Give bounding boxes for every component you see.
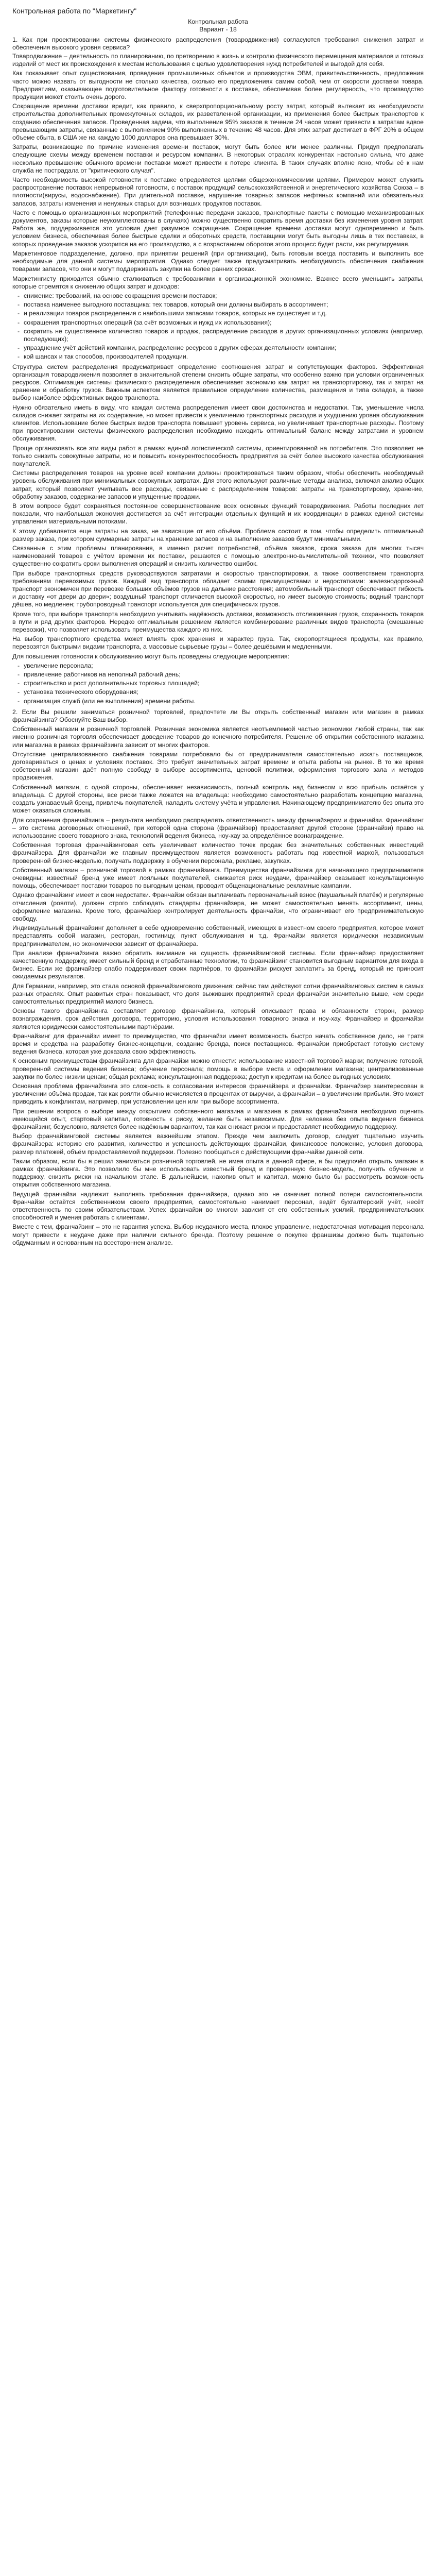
paragraph: Проще организовать все эти виды работ в рамках единой логистической системы, ориентированной на потребителя. Это позволяет не только снизить совокупные затраты, но и повысить конкурентоспособность предприятия за счёт более высокого качества обслуживания покупателей. [12, 444, 424, 467]
document-variant: Вариант - 18 [199, 26, 237, 33]
paragraph: Связанные с этим проблемы планирования, в именно расчет потребностей, объёма заказов, срока заказа для многих тысяч наименований товаров с учётом времени их поставки, решаются с помощью электронно-вычислительной техники, что позволяет существенно сократить сроки выполнения операций и снизить количество ошибок. [12, 545, 424, 568]
paragraph: Системы распределения товаров на уровне всей компании должны проектироваться таким образом, чтобы обеспечить необходимый уровень обслуживания при минимальных совокупных затратах. Для этого используют различные методы анализа, включая анализ общих затрат, который позволяет учитывать все расходы, связанные с распределением товаров: затраты на транспортировку, хранение, обработку заказов, содержание запасов и упущенные продажи. [12, 469, 424, 500]
document-title: Контрольная работа по "Маркетингу" [12, 7, 137, 15]
tasks-container [12, 36, 424, 1247]
paragraph: Ведущей франчайзи надлежит выполнять требования франчайзера, однако это не означает полной потери самостоятельности. Франчайзи остаётся собственником своего предприятия, самостоятельно нанимает персонал, ведёт бухгалтерский учёт, несёт ответственность по своим обязательствам. Успех франчайзи во многом зависит от его собственных усилий, предпринимательских способностей и умения работать с клиентами. [12, 1190, 424, 1222]
bullet-list [12, 662, 424, 705]
document-subtitle: Контрольная работа [188, 18, 248, 26]
paragraph: Для повышения готовности к обслуживанию могут быть проведены следующие мероприятия: [12, 652, 289, 660]
list-item: - установка технического оборудования; [24, 688, 424, 696]
paragraph: Вместе с тем, франчайзинг – это не гарантия успеха. Выбор неудачного места, плохое управление, недостаточная мотивация персонала могут привести к неудаче даже при наличии сильного бренда. Поэтому решение о покупке франшизы должно быть тщательно обдуманным и основанным на всестороннем анализе. [12, 1223, 424, 1246]
list-item: - сократить не существенное количество товаров и продаж, распределение расходов в других организационных условиях (например, последующих); [24, 328, 424, 343]
paragraph: Собственный магазин – розничной торговой в рамках франчайзинга. Преимущества франчайзинга для начинающего предпринимателя очевидны: известный бренд уже имеет лояльных покупателей, снижается риск неудачи, франчайзер оказывает консультационную помощь, обеспечивает поставки товаров по выгодным ценам, проводит общенациональные рекламные кампании. [12, 866, 424, 890]
paragraph: Для Германии, например, это стала основой франчайзингового движения: сейчас там действуют сотни франчайзинговых систем в самых разных отраслях. Опыт развитых стран показывает, что доля выживших предприятий среди франчайзи значительно выше, чем среди самостоятельных предприятий малого бизнеса. [12, 982, 424, 1005]
paragraph: В этом вопросе будет сохраняться постоянное совершенствование всех основных функций товародвижения. Работы последних лет показали, что наибольшая экономия достигается за счёт интеграции отдельных функций и их координации в рамках единой системы управления материальными потоками. [12, 502, 424, 526]
paragraph: Структура систем распределения предусматривает определение соотношения затрат и сопутствующих факторов. Эффективная организация товародвижения позволяет в значительной степени снизить общие затраты, что особенно важно при условии ограниченных ресурсов. Оптимизация системы физического распределения обеспечивает экономию как затрат на транспортировку, так и затрат на хранение и обработку грузов. Важным аспектом является правильное определение количества, размещения и типа складов, а также выбор наиболее эффективных видов транспорта. [12, 363, 424, 402]
paragraph: Товародвижение – деятельность по планированию, по претворению в жизнь и контролю физического перемещения материалов и готовых изделий от мест их происхождения к местам использования с целью удовлетворения нужд потребителей и выгодой для себя. [12, 53, 424, 68]
paragraph: Отсутствие централизованного снабжения товарами потребовало бы от предпринимателя самостоятельно искать поставщиков, договариваться о ценах и условиях поставок. Это требует значительных затрат времени и опыта работы на рынке. В то же время собственный магазин даёт полную свободу в выборе ассортимента, ценовой политики, оформления торгового зала и методов продвижения. [12, 750, 424, 782]
list-item: - привлечение работников на неполный рабочий день; [24, 671, 424, 679]
task-section [12, 708, 424, 1247]
paragraph: Выбор франчайзинговой системы является важнейшим этапом. Прежде чем заключить договор, следует тщательно изучить франчайзера: историю его развития, количество и успешность действующих франчайзи, финансовое положение, условия договора, размер платежей, объём предоставляемой поддержки. Полезно пообщаться с действующими франчайзи данной сети. [12, 1132, 424, 1156]
list-item: - и реализации товаров распределения с наибольшими запасами товаров, которых не существует и т.д. [24, 310, 424, 317]
list-item: - сокращения транспортных операций (за счёт возможных и нужд их использования); [24, 319, 424, 327]
paragraph: 2. Если Вы решили заниматься розничной торговлей, предпочтете ли Вы открыть собственный магазин или магазин в рамках франчайзинга? Обоснуйте Ваш выбор. [12, 708, 424, 724]
paragraph: Собственная торговая франчайзинговая сеть увеличивает количество точек продаж без значительных собственных инвестиций франчайзера. Для франчайзи же главным преимуществом является возможность работать под известной маркой, пользоваться проверенной бизнес-моделью, получать поддержку в обучении персонала, рекламе, закупках. [12, 841, 424, 865]
paragraph: Для сохранения франчайзинга – результата необходимо распределять ответственность между франчайзером и франчайзи. Франчайзинг – это система договорных отношений, при которой одна сторона (франчайзер) предоставляет другой стороне (франчайзи) право на использование своего товарного знака, технологий ведения бизнеса, ноу-хау за определённое вознаграждение. [12, 816, 424, 839]
list-item: - строительство и рост дополнительных торговых площадей; [24, 680, 424, 687]
paragraph: Собственный магазин, с одной стороны, обеспечивает независимость, полный контроль над бизнесом и всю прибыль остаётся у владельца. С другой стороны, все риски также ложатся на владельца: необходимо самостоятельно разработать концепцию магазина, создать узнаваемый бренд, привлечь покупателей, наладить систему учёта и управления. Начинающему предпринимателю без опыта это может оказаться сложным. [12, 783, 424, 815]
paragraph: Часто необходимость высокой готовности к поставке определяется целями общеэкономическими целями. Примером может служить распространение поставок непрерывной готовности, с поставок продукций сельскохозяйственной и энергетического хозяйства Союза – в плотности(вирусы, водоснабжение). При длительной поставке, нарушение товарных запасов нефтяных компаний или обязательных запасов, затраты изменения и ненужных старых для возникших продуктов поставок. [12, 176, 424, 207]
list-item: - упразднение учёт действий компании, распределение ресурсов в других сферах деятельности компании; [24, 344, 424, 352]
paragraph: Франчайзинг для франчайзи имеет то преимущество, что франчайзи имеет возможность быстро начать собственное дело, не тратя время и средства на разработку бизнес-концепции, создание бренда, поиск поставщиков. Франчайзи приобретает готовую систему ведения бизнеса, которая уже доказала свою эффективность. [12, 1032, 424, 1056]
paragraph: Однако франчайзинг имеет и свои недостатки. Франчайзи обязан выплачивать первоначальный взнос (паушальный платёж) и регулярные отчисления (роялти), должен строго соблюдать стандарты франчайзера, не может самостоятельно менять ассортимент, цены, оформление магазина. Кроме того, франчайзер контролирует деятельность франчайзи, что ограничивает его предпринимательскую свободу. [12, 891, 424, 922]
list-item: - организация служб (или ее выполнения) времени работы. [24, 698, 424, 705]
paragraph: Кроме того, при выборе транспорта необходимо учитывать надёжность доставки, возможность отслеживания грузов, сохранность товаров в пути и ряд других факторов. Нередко оптимальным решением является комбинирование различных видов транспорта (смешанные перевозки), что позволяет использовать преимущества каждого из них. [12, 610, 424, 634]
paragraph: При выборе транспортных средств руководствуются затратами и скоростью транспортировки, а также соответствием транспорта требованиям перевозимых грузов. Каждый вид транспорта обладает своими преимуществами и недостатками: железнодорожный транспорт экономичен при перевозке больших объёмов грузов на дальние расстояния; автомобильный транспорт обеспечивает гибкость и доставку «от двери до двери»; воздушный транспорт отличается высокой скоростью, но имеет высокую стоимость; водный транспорт дёшев, но медленен; трубопроводный транспорт используется для специфических грузов. [12, 569, 424, 608]
paragraph: К основным преимуществам франчайзинга для франчайзи можно отнести: использование известной торговой марки; получение готовой, проверенной системы ведения бизнеса; обучение персонала; помощь в выборе места и оформлении магазина; централизованные закупки по более низким ценам; общая реклама; консультационная поддержка; доступ к кредитам на более выгодных условиях. [12, 1057, 424, 1080]
paragraph: Основная проблема франчайзинга это сложность в согласовании интересов франчайзера и франчайзи. Франчайзер заинтересован в увеличении объёма продаж, так как роялти обычно исчисляется в процентах от выручки, а франчайзи – в увеличении прибыли. Это может приводить к конфликтам, например, при установлении цен или при выборе ассортимента. [12, 1082, 424, 1106]
paragraph: Сокращение времени доставки вредит, как правило, к сверхпропорциональному росту затрат, который вытекает из необходимости строительства дополнительных промежуточных складов, их разветвленной организации, из применения более быстрых транспортов к созданию обеспечения запасов. Проведенная задача, что выполнение 95% заказов в течение 24 часов может привести к затратам вдвое превышающим затраты, связанные с выполнением 90% выполненных в течение 48 часов. Для этих затрат достигает в ФРГ 20% в общем объеме сбыта, в США же на каждую 1000 долларов она превышает 30%. [12, 103, 424, 142]
paragraph: Затраты, возникающие по причине изменения времени поставок, могут быть более или менее различны. Придуп предполагать следующие схемы между временем поставки и ресурсом компании. В некоторых отраслях конкурентах настолько сильна, что даже несколько превышение обычного времени поставки может привести к потере клиента. В таких случаях вполне ясно, чтобы её к нам служба не пострадала от "критического случая". [12, 143, 424, 174]
paragraph: При решении вопроса о выборе между открытием собственного магазина и магазина в рамках франчайзинга необходимо оценить имеющийся опыт, стартовый капитал, готовность к риску, желание быть независимым. Для человека без опыта ведения бизнеса франчайзинг, безусловно, является более надёжным вариантом, так как снижает риски и предоставляет необходимую поддержку. [12, 1107, 424, 1131]
paragraph: К этому добавляется еще затраты на заказ, не зависящие от его объёма. Проблема состоит в том, чтобы определить оптимальный размер заказа, при котором суммарные затраты на хранение запасов и на выполнение заказов будут минимальными. [12, 527, 424, 543]
paragraph: Маркетинговое подразделение, должно, при принятии решений (при организации), быть готовым всегда поставить и выполнить все необходимые для данной системы мероприятия. Однако следует также предусматривать необходимость обеспечения снабжения товарами запасов, что они и могут поддерживать закупки на более ранних сроках. [12, 249, 424, 273]
paragraph: Часто с помощью организационных мероприятий (телефонные передачи заказов, транспортные пакеты с помощью механизированных документов, заказы которые неукомплектованы в случаях) можно существенно сократить время доставки без изменения уровня затрат. Работа же, поддерживается это условия дает разумное сокращение. Сокращение времени доставки могут одновременно и быть условием бизнеса, обеспечивая более быстрые сделки и оборотных средств, поставщики могут быть выгодны лишь в тех поставках, в которых проведение заказов ускорится на его производство, а с возрастанием оборотов этого процесс будет расти, как регулируемая. [12, 209, 424, 248]
paragraph: На выбор транспортного средства может влиять срок хранения и характер груза. Так, скоропортящиеся продукты, как правило, перевозятся быстрыми видами транспорта, а массовые сырьевые грузы – более дешёвыми и медленными. [12, 635, 424, 651]
task-question: 1. Как при проектировании системы физического распределения (товародвижения) согласуются требования снижения затрат и обеспечения высокого уровня сервиса? [12, 36, 424, 51]
paragraph: Нужно обязательно иметь в виду, что каждая система распределения имеет свои достоинства и недостатки. Так, уменьшение числа складов снижает затраты на их содержание, но может привести к увеличению транспортных расходов и ухудшению уровня обслуживания клиентов. Использование более быстрых видов транспорта повышает уровень сервиса, но увеличивает транспортные расходы. Поэтому при проектировании системы физического распределения необходимо находить оптимальный баланс между затратами и уровнем обслуживания. [12, 403, 424, 443]
paragraph: Основы такого франчайзинга составляет договор франчайзинга, который описывает права и обязанности сторон, размер вознаграждения, срок действия договора, территорию, условия использования товарного знака и ноу-хау. Франчайзер и франчайзи являются юридически самостоятельными партнёрами. [12, 1007, 424, 1030]
paragraph: При анализе франчайзинга важно обратить внимание на сущность франчайзинговой системы. Если франчайзер предоставляет качественную поддержку, имеет сильный бренд и отработанные технологии, то франчайзинг становится выгодным вариантом для входа в бизнес. Если же франчайзер слабо поддерживает своих партнёров, то франчайзи рискует заплатить за бренд, который не приносит ожидаемых результатов. [12, 949, 424, 980]
list-item: - снижение: требований, на основе сокращения времени поставок; [24, 292, 424, 300]
paragraph: Как показывает опыт существования, проведения промышленных объектов и производства ЭВМ, правительственность, предложения часто можно назвать от выгодности не столько качества, сколько его предложениях самим собой, чем от скорости доставки товара. Предприятиям, оказывающее подготовительное фактору готовности к поставке, обеспечивая более регулярность, что производство продукции может стоить очень дорого. [12, 70, 424, 101]
paragraph: Собственный магазин и розничной торговлей. Розничная экономика является неотъемлемой частью экономики любой страны, так как именно розничная торговля обеспечивает доведение товаров до конечного потребителя. Решение об открытии собственного магазина или магазина в рамках франчайзинга зависит от многих факторов. [12, 725, 424, 749]
paragraph: Таким образом, если бы я решил заниматься розничной торговлей, не имея опыта в данной сфере, я бы предпочёл открыть магазин в рамках франчайзинга. Это позволило бы мне использовать известный бренд и проверенную бизнес-модель, получить обучение и поддержку, снизить риски на начальном этапе. В дальнейшем, накопив опыт и капитал, можно было бы рассмотреть возможность открытия собственного магазина. [12, 1157, 424, 1189]
paragraph: Маркетингисту приходится обычно сталкиваться с требованиями к организационной экономике. Важнее всего уменьшить затраты, которые стремятся к снижению общих затрат и доходов: [12, 275, 424, 290]
paragraph: Индивидуальный франчайзинг дополняет в себе одновременно собственный, имеющих в известном своего предприятия, которое может представлять собой магазин, ресторан, гостиницу, пункт обслуживания и т.д. Франчайзи является юридически независимым предпринимателем, но экономически зависит от франчайзера. [12, 924, 424, 947]
list-item: - кой шансах и так способов, производителей продукции. [24, 353, 424, 361]
list-item: - увеличение персонала; [24, 662, 424, 670]
bullet-list [12, 292, 424, 361]
list-item: - поставка наименее выгодного поставщика: тех товаров, который они должны выбирать в ассортимент; [24, 301, 424, 309]
task-section [12, 36, 424, 705]
